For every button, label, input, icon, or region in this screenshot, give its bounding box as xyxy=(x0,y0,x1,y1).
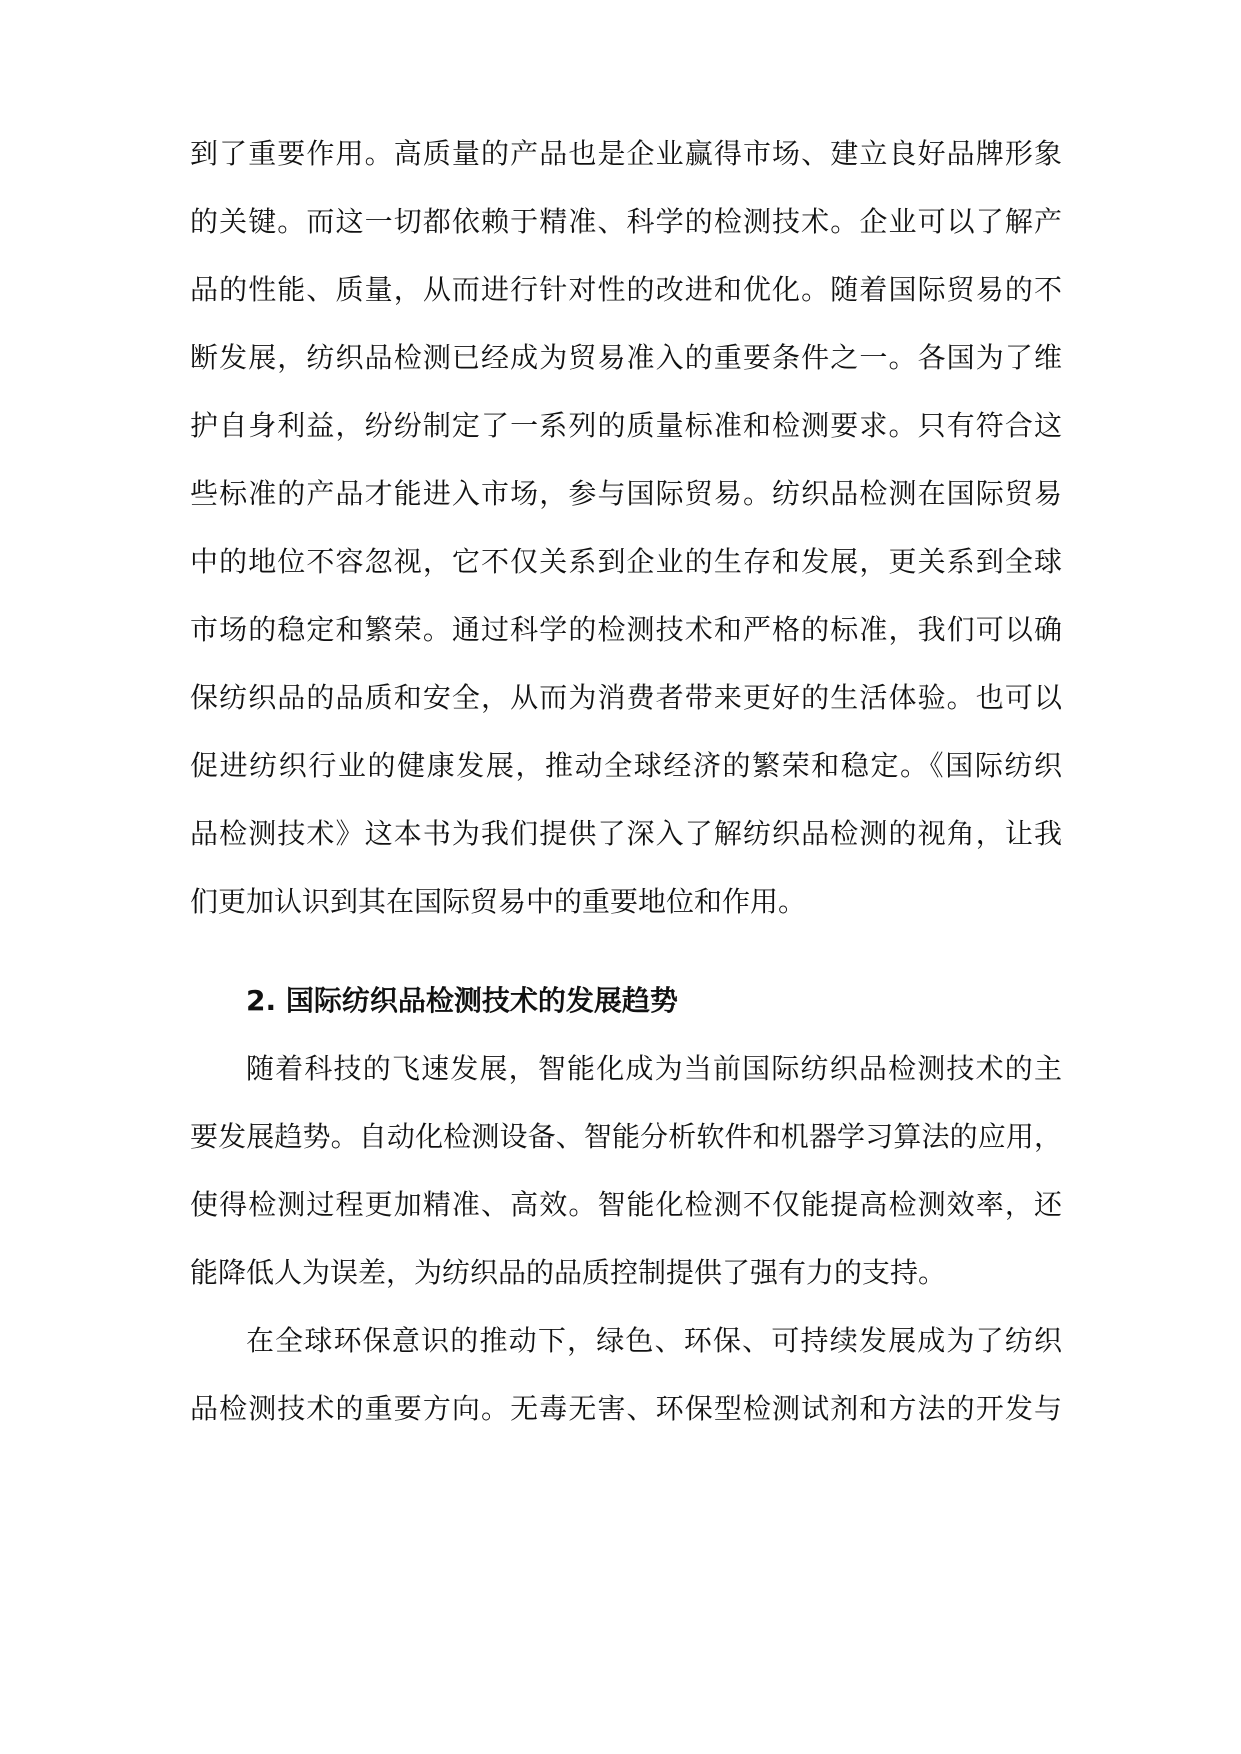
paragraph-line: 品检测技术的重要方向。无毒无害、环保型检测试剂和方法的开发与 xyxy=(190,1392,1062,1425)
paragraph-line: 品的性能、质量，从而进行针对性的改进和优化。随着国际贸易的不 xyxy=(190,273,1062,306)
paragraph-line: 到了重要作用。高质量的产品也是企业赢得市场、建立良好品牌形象 xyxy=(190,137,1062,170)
paragraph-line: 使得检测过程更加精准、高效。智能化检测不仅能提高检测效率，还 xyxy=(190,1188,1062,1221)
paragraph-line: 的关键。而这一切都依赖于精准、科学的检测技术。企业可以了解产 xyxy=(190,205,1062,238)
paragraph-line: 护自身利益，纷纷制定了一系列的质量标准和检测要求。只有符合这 xyxy=(190,409,1062,442)
paragraph-line: 市场的稳定和繁荣。通过科学的检测技术和严格的标准，我们可以确 xyxy=(190,613,1062,646)
paragraph-line: 们更加认识到其在国际贸易中的重要地位和作用。 xyxy=(190,885,807,918)
paragraph-line: 品检测技术》这本书为我们提供了深入了解纺织品检测的视角，让我 xyxy=(190,817,1062,850)
section-heading: 2. 国际纺织品检测技术的发展趋势 xyxy=(246,984,678,1017)
paragraph-line: 促进纺织行业的健康发展，推动全球经济的繁荣和稳定。《国际纺织 xyxy=(190,749,1062,782)
paragraph-line: 保纺织品的品质和安全，从而为消费者带来更好的生活体验。也可以 xyxy=(190,681,1062,714)
paragraph-line: 中的地位不容忽视，它不仅关系到企业的生存和发展，更关系到全球 xyxy=(190,545,1062,578)
paragraph-line: 断发展，纺织品检测已经成为贸易准入的重要条件之一。各国为了维 xyxy=(190,341,1062,374)
paragraph-line: 随着科技的飞速发展，智能化成为当前国际纺织品检测技术的主 xyxy=(246,1052,1062,1085)
paragraph-line: 些标准的产品才能进入市场，参与国际贸易。纺织品检测在国际贸易 xyxy=(190,477,1062,510)
paragraph-line: 能降低人为误差，为纺织品的品质控制提供了强有力的支持。 xyxy=(190,1256,947,1289)
paragraph-line: 在全球环保意识的推动下，绿色、环保、可持续发展成为了纺织 xyxy=(246,1324,1062,1357)
paragraph-line: 要发展趋势。自动化检测设备、智能分析软件和机器学习算法的应用， xyxy=(190,1120,1062,1153)
